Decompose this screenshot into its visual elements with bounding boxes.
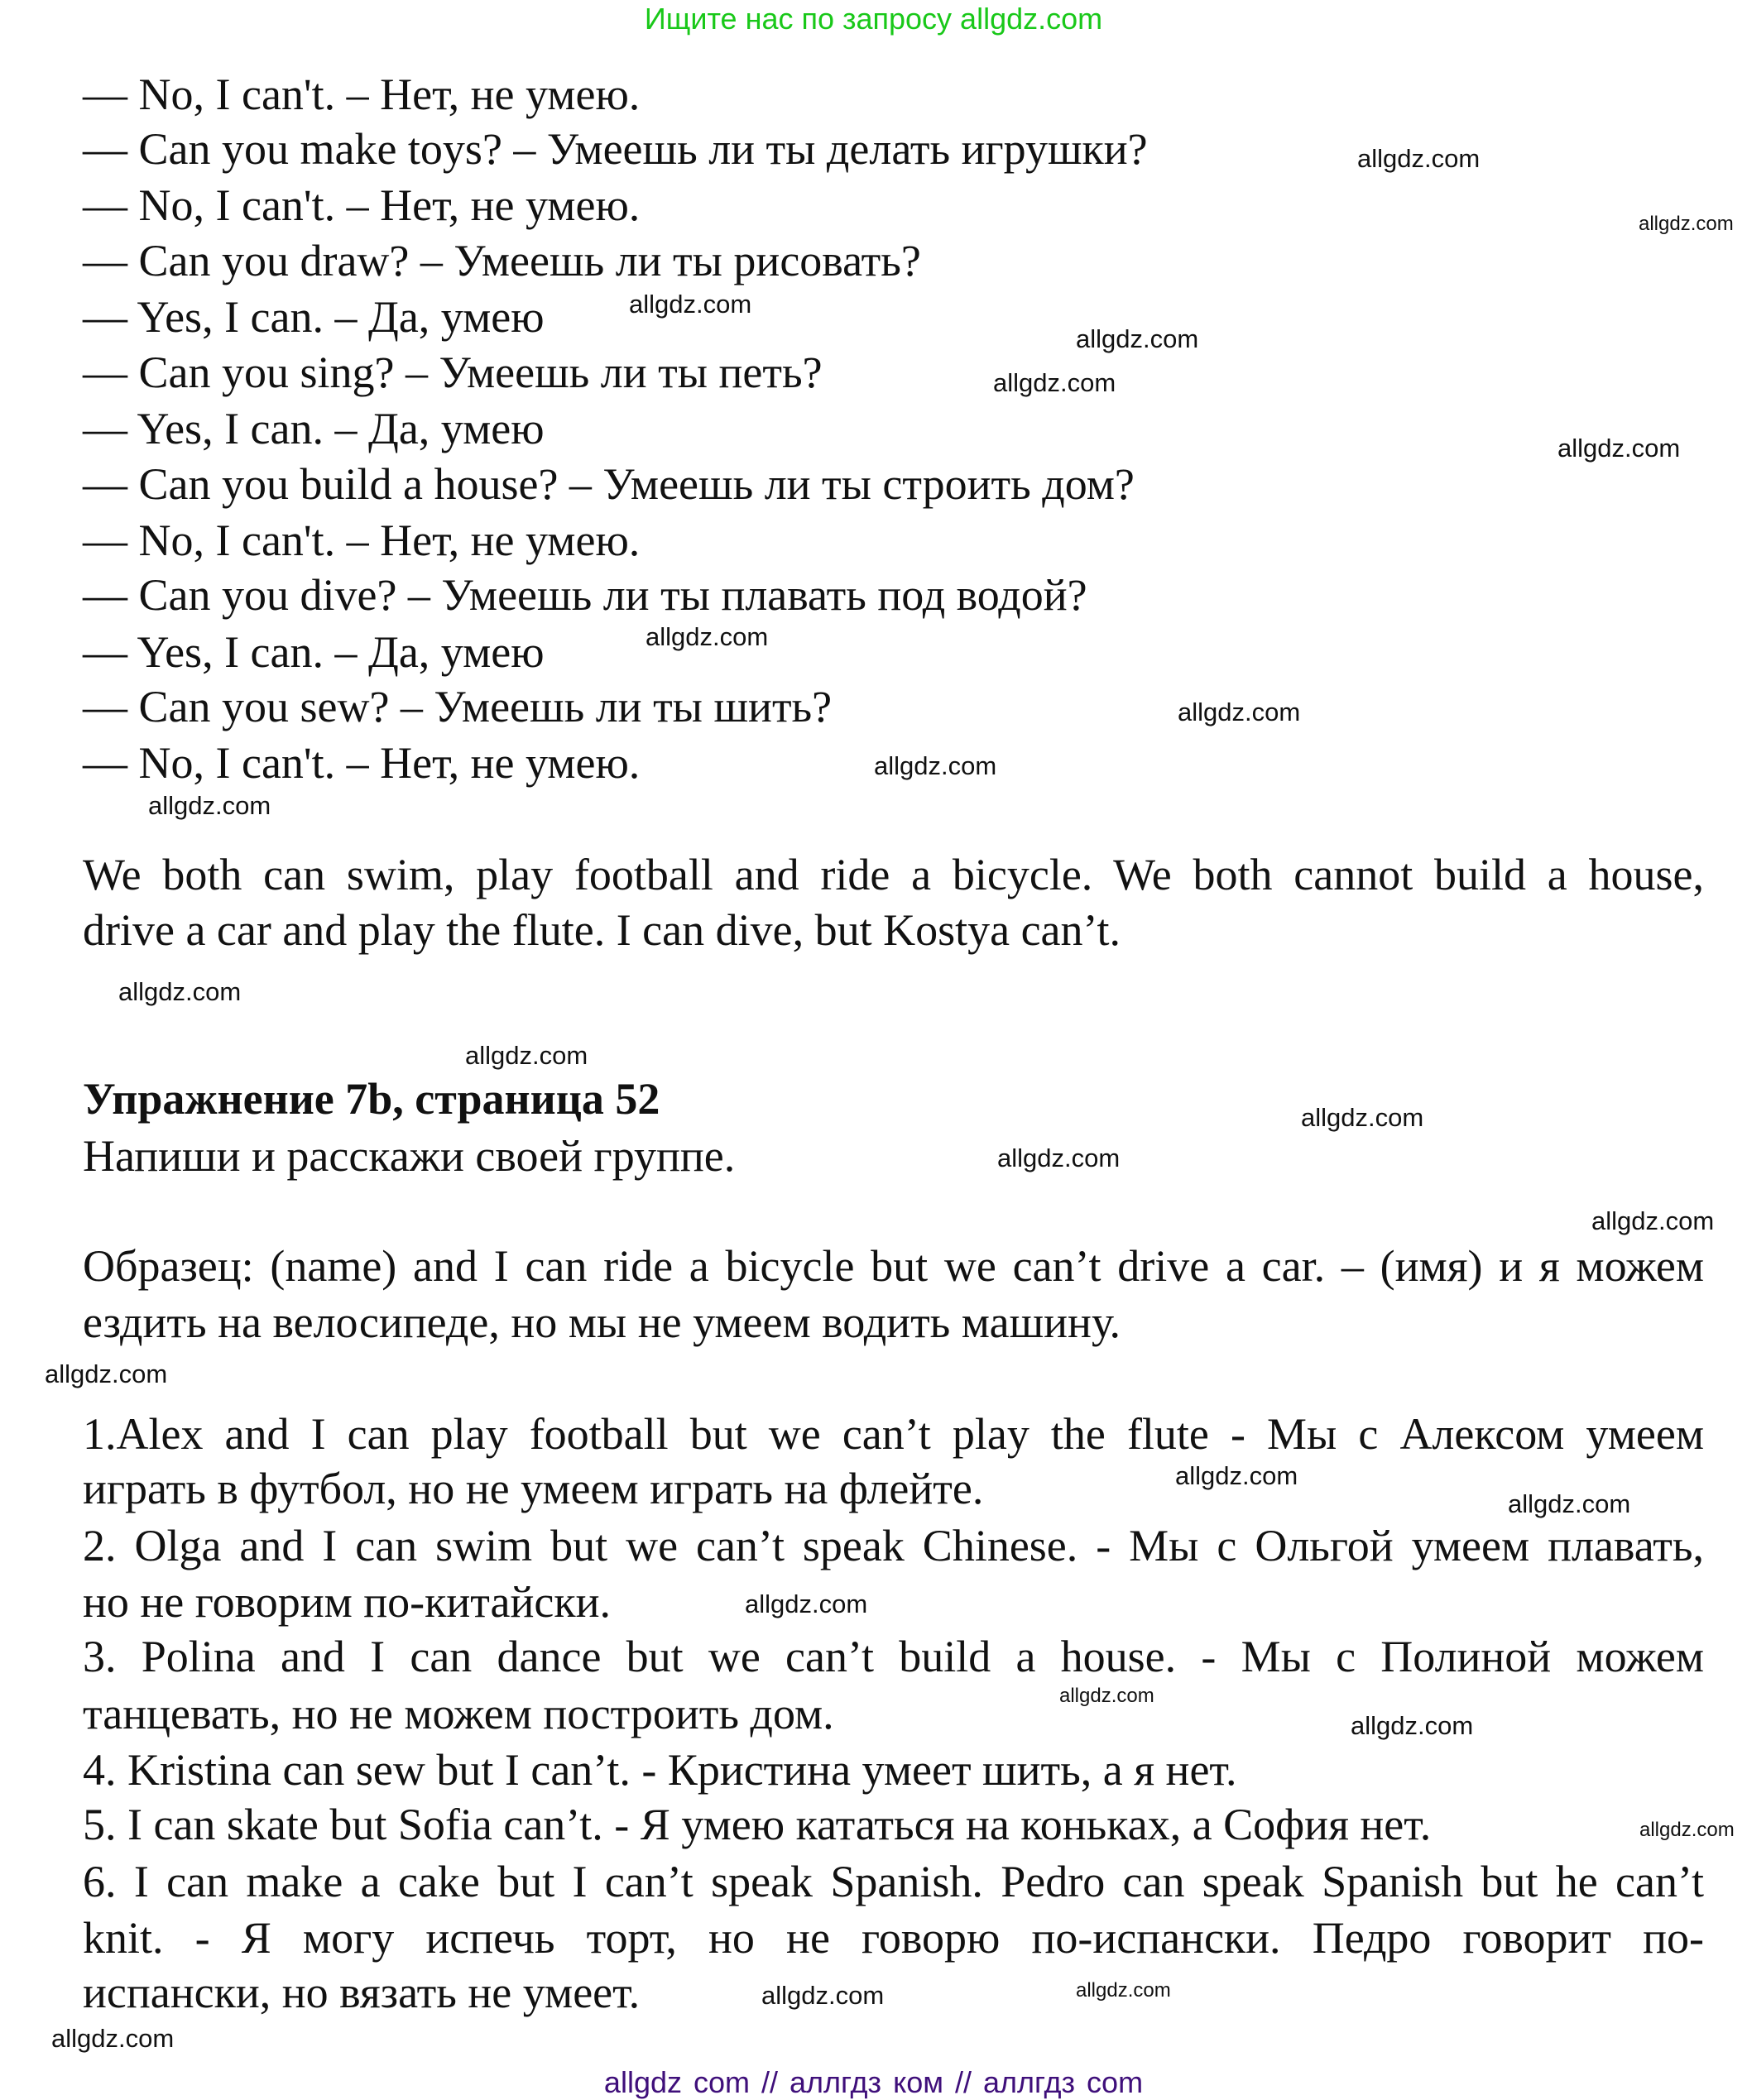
summary-line: We both can swim, play football and ride a bicycle. We both cannot build a house,	[83, 850, 1704, 899]
answer-line: 5. I can skate but Sofia can’t. - Я умею кататься на коньках, а София нет.	[83, 1800, 1432, 1849]
dialog-line: — Can you sew? – Умеешь ли ты шить?	[83, 682, 833, 731]
dialog-line: — Can you build a house? – Умеешь ли ты строить дом?	[83, 459, 1135, 509]
watermark: allgdz.com	[1076, 1979, 1171, 2002]
watermark: allgdz.com	[1175, 1461, 1298, 1490]
bottom-banner: allgdz com // аллгдз ком // аллгдз com	[603, 2065, 1144, 2099]
dialog-line: — Can you make toys? – Умеешь ли ты делать игрушки?	[83, 124, 1148, 174]
example-line: ездить на велосипеде, но мы не умеем водить машину.	[83, 1297, 1121, 1347]
dialog-line: — Can you draw? – Умеешь ли ты рисовать?	[83, 236, 921, 285]
dialog-line: — No, I can't. – Нет, не умею.	[83, 738, 641, 788]
watermark: allgdz.com	[997, 1143, 1121, 1172]
dialog-line: — Yes, I can. – Да, умею	[83, 404, 545, 453]
watermark: allgdz.com	[1591, 1206, 1715, 1235]
exercise-title: Упражнение 7b, страница 52	[83, 1074, 660, 1124]
dialog-line: — Can you dive? – Умеешь ли ты плавать под водой?	[83, 570, 1087, 620]
dialog-line: — Yes, I can. – Да, умею	[83, 292, 545, 342]
answer-line: играть в футбол, но не умеем играть на флейте.	[83, 1464, 984, 1513]
summary-line: drive a car and play the flute. I can dive, but Kostya can’t.	[83, 905, 1121, 955]
example-line: Образец: (name) and I can ride a bicycle but we can’t drive a car. – (имя) и я можем	[83, 1241, 1704, 1291]
watermark: allgdz.com	[1639, 1819, 1735, 1841]
top-banner: Ищите нас по запросу allgdz.com	[644, 2, 1103, 36]
dialog-line: — No, I can't. – Нет, не умею.	[83, 180, 641, 230]
watermark: allgdz.com	[465, 1041, 588, 1070]
watermark: allgdz.com	[874, 751, 997, 780]
watermark: allgdz.com	[1508, 1489, 1631, 1518]
watermark: allgdz.com	[148, 791, 271, 820]
watermark: allgdz.com	[745, 1589, 868, 1618]
dialog-line: — No, I can't. – Нет, не умею.	[83, 70, 641, 119]
watermark: allgdz.com	[1639, 213, 1734, 235]
watermark: allgdz.com	[45, 1359, 168, 1388]
watermark: allgdz.com	[118, 977, 242, 1006]
watermark: allgdz.com	[646, 622, 769, 651]
watermark: allgdz.com	[1076, 324, 1199, 353]
watermark: allgdz.com	[1059, 1685, 1154, 1707]
answer-line: испански, но вязать не умеет.	[83, 1968, 641, 2017]
answer-line: 4. Kristina can sew but I can’t. - Кристина умеет шить, а я нет.	[83, 1745, 1237, 1795]
dialog-line: — Yes, I can. – Да, умею	[83, 627, 545, 677]
watermark: allgdz.com	[629, 290, 752, 319]
answer-line: 3. Polina and I can dance but we can’t build a house. - Мы с Полиной можем	[83, 1632, 1704, 1681]
watermark: allgdz.com	[1301, 1103, 1424, 1132]
watermark: allgdz.com	[993, 368, 1116, 397]
watermark: allgdz.com	[1557, 434, 1681, 463]
answer-line: танцевать, но не можем построить дом.	[83, 1689, 834, 1738]
watermark: allgdz.com	[1357, 144, 1481, 173]
answer-line: 1.Alex and I can play football but we can’t play the flute - Мы с Алексом умеем	[83, 1409, 1704, 1459]
watermark: allgdz.com	[1351, 1711, 1474, 1740]
answer-line: но не говорим по-китайски.	[83, 1577, 612, 1627]
dialog-line: — Can you sing? – Умеешь ли ты петь?	[83, 348, 823, 397]
answer-line: 6. I can make a cake but I can’t speak Spanish. Pedro can speak Spanish but he can’t	[83, 1857, 1704, 1906]
exercise-instruction: Напиши и расскажи своей группе.	[83, 1131, 736, 1181]
answer-line: knit. - Я могу испечь торт, но не говорю по-испански. Педро говорит по-	[83, 1913, 1704, 1963]
watermark: allgdz.com	[1178, 698, 1301, 726]
watermark: allgdz.com	[51, 2024, 175, 2053]
answer-line: 2. Olga and I can swim but we can’t speak Chinese. - Мы с Ольгой умеем плавать,	[83, 1521, 1704, 1570]
watermark: allgdz.com	[761, 1981, 885, 2010]
dialog-line: — No, I can't. – Нет, не умею.	[83, 515, 641, 565]
